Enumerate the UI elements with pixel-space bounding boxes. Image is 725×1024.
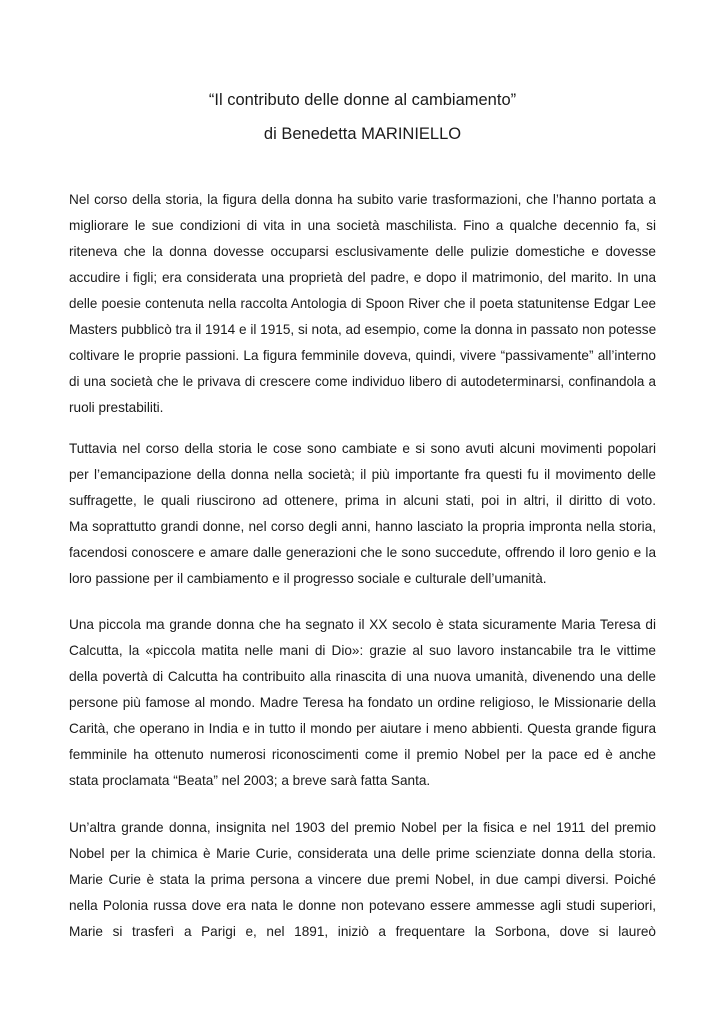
paragraph-line: Un’altra grande donna, insignita nel 1903 del premio Nobel per la fisica e nel 1911 del premio [69, 820, 656, 835]
paragraph-line: stata proclamata “Beata” nel 2003; a breve sarà fatta Santa. [69, 773, 431, 788]
paragraph-line: femminile ha ottenuto numerosi riconoscimenti come il premio Nobel per la pace ed è anche [69, 747, 656, 762]
paragraph-1 [69, 187, 656, 421]
document-title: “Il contributo delle donne al cambiamento” [208, 91, 517, 109]
paragraph-line: Masters pubblicò tra il 1914 e il 1915, si nota, ad esempio, come la donna in passato non potesse [69, 322, 657, 337]
paragraph-line: di una società che le privava di crescere come individuo libero di autodeterminarsi, confinandola a [69, 374, 656, 389]
paragraph-line: Carità, che operano in India e in tutto il mondo per aiutare i meno abbienti. Questa grande figura [69, 721, 656, 736]
paragraph-line: Nel corso della storia, la figura della donna ha subito varie trasformazioni, che l’hanno portata a [69, 192, 656, 207]
paragraph-line: per l’emancipazione della donna nella società; il più importante fra questi fu il movimento delle [69, 467, 656, 482]
paragraph-line: riteneva che la donna dovesse occuparsi esclusivamente delle pulizie domestiche e dovesse [69, 244, 656, 259]
paragraph-line: Calcutta, la «piccola matita nelle mani di Dio»: grazie al suo lavoro instancabile tra le vittime [69, 643, 656, 658]
paragraph-line: migliorare le sue condizioni di vita in una società maschilista. Fino a qualche decennio fa, si [69, 218, 656, 233]
paragraph-line: Marie si trasferì a Parigi e, nel 1891, iniziò a frequentare la Sorbona, dove si laureò [69, 924, 656, 939]
paragraph-line: Nobel per la chimica è Marie Curie, considerata una delle prime scienziate donna della storia. [69, 846, 656, 861]
paragraph-line: persone più famose al mondo. Madre Teresa ha fondato un ordine religioso, le Missionarie della [69, 695, 656, 710]
paragraph-line: delle poesie contenuta nella raccolta Antologia di Spoon River che il poeta statunitense Edgar Lee [69, 296, 656, 311]
paragraph-line: loro passione per il cambiamento e il progresso sociale e culturale dell’umanità. [69, 571, 547, 586]
paragraph-line: Una piccola ma grande donna che ha segnato il XX secolo è stata sicuramente Maria Teresa di [69, 617, 656, 632]
paragraph-line: nella Polonia russa dove era nata le donne non potevano essere ammesse agli studi superiori, [69, 898, 656, 913]
paragraph-line: Ma soprattutto grandi donne, nel corso degli anni, hanno lasciato la propria impronta nella storia, [69, 519, 656, 534]
paragraph-line: ruoli prestabiliti. [69, 400, 164, 415]
paragraph-line: della povertà di Calcutta ha contribuito alla rinascita di una nuova umanità, divenendo una delle [69, 669, 656, 684]
paragraph-line: Marie Curie è stata la prima persona a vincere due premi Nobel, in due campi diversi. Poiché [69, 872, 656, 887]
paragraph-4 [69, 815, 656, 945]
paragraph-line: facendosi conoscere e amare dalle generazioni che le sono succedute, offrendo il loro genio e la [69, 545, 656, 560]
paragraph-line: suffragette, le quali riuscirono ad ottenere, prima in alcuni stati, poi in altri, il diritto di voto. [69, 493, 656, 508]
paragraph-line: accudire i figli; era considerata una proprietà del padre, e dopo il matrimonio, del marito. In una [69, 270, 656, 285]
document-author: di Benedetta MARINIELLO [263, 125, 462, 143]
paragraph-line: coltivare le proprie passioni. La figura femminile doveva, quindi, vivere “passivamente” all’interno [69, 348, 656, 363]
paragraph-3 [69, 612, 656, 794]
paragraph-line: Tuttavia nel corso della storia le cose sono cambiate e si sono avuti alcuni movimenti popolari [69, 441, 656, 456]
paragraph-2 [69, 436, 656, 592]
